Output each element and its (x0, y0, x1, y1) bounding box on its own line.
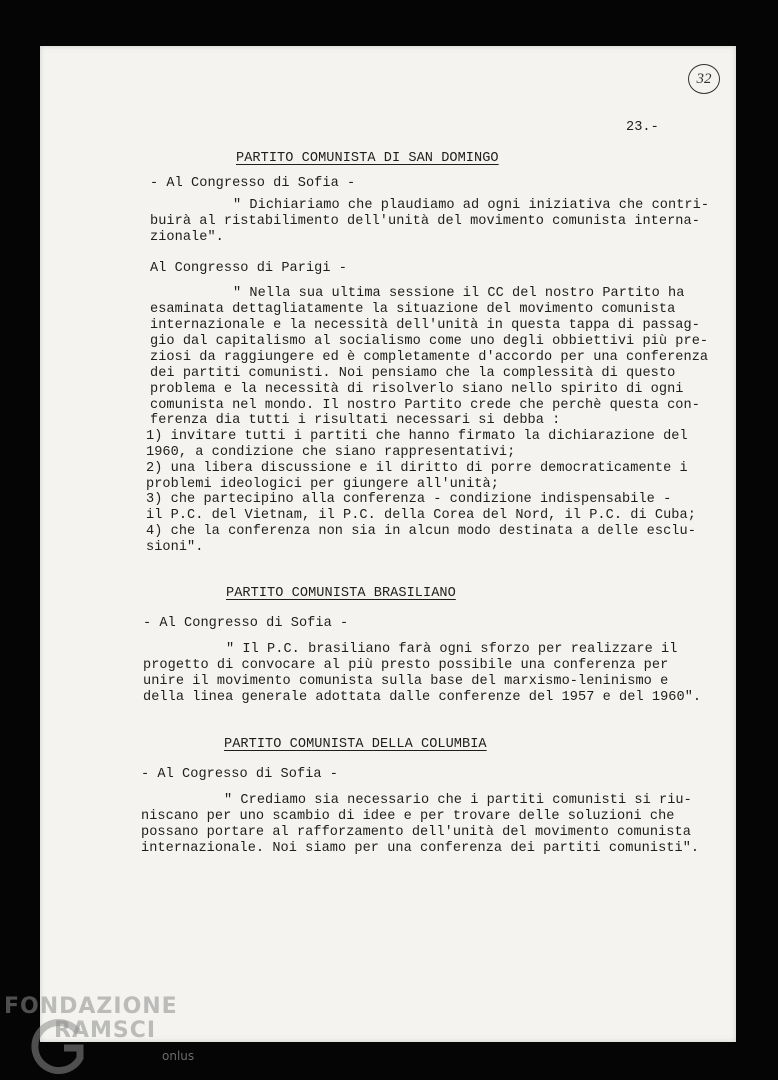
text-line: " Il P.C. brasiliano farà ogni sforzo per realizzare il (226, 642, 678, 657)
text-line: sioni". (146, 540, 204, 555)
text-line: progetto di convocare al più presto possibile una conferenza per (143, 658, 669, 673)
text-line: della linea generale adottata dalle conferenze del 1957 e del 1960". (143, 690, 702, 705)
text-line: " Crediamo sia necessario che i partiti comunisti si riu- (224, 793, 692, 808)
text-line: possano portare al rafforzamento dell'unità del movimento comunista (141, 825, 691, 840)
section-title: PARTITO COMUNISTA BRASILIANO (226, 586, 456, 601)
section-title: PARTITO COMUNISTA DI SAN DOMINGO (236, 151, 499, 166)
text-line: esaminata dettagliatamente la situazione del movimento comunista (150, 302, 676, 317)
text-line: internazionale e la necessità dell'unità in questa tappa di passag- (150, 318, 700, 333)
text-line: problemi ideologici per giungere all'unità; (146, 477, 499, 492)
congress-heading: - Al Congresso di Sofia - (150, 176, 356, 191)
section-title: PARTITO COMUNISTA DELLA COLUMBIA (224, 737, 487, 752)
congress-heading: Al Congresso di Parigi - (150, 261, 347, 276)
logo-line-3: onlus (162, 1049, 195, 1063)
page-number: 23.- (626, 120, 659, 135)
logo-line-2: RAMSCI (54, 1018, 157, 1043)
archive-number-stamp: 32 (688, 64, 720, 94)
text-line: " Nella sua ultima sessione il CC del nostro Partito ha (233, 286, 685, 301)
text-line: dei partiti comunisti. Noi pensiamo che la complessità di questo (150, 366, 676, 381)
text-line: comunista nel mondo. Il nostro Partito crede che perchè questa con- (150, 398, 700, 413)
document-page (40, 46, 736, 1042)
text-line: il P.C. del Vietnam, il P.C. della Corea del Nord, il P.C. di Cuba; (146, 508, 696, 523)
congress-heading: - Al Congresso di Sofia - (143, 616, 349, 631)
text-line: internazionale. Noi siamo per una conferenza dei partiti comunisti". (141, 841, 700, 856)
text-line: 1) invitare tutti i partiti che hanno firmato la dichiarazione del (146, 429, 688, 444)
congress-heading: - Al Cogresso di Sofia - (141, 767, 338, 782)
text-line: 1960, a condizione che siano rappresentativi; (146, 445, 516, 460)
text-line: 4) che la conferenza non sia in alcun modo destinata a delle esclu- (146, 524, 696, 539)
text-line: gio dal capitalismo al socialismo come uno degli obbiettivi più pre- (150, 334, 709, 349)
logo-line-1: FONDAZIONE (4, 994, 178, 1019)
text-line: problema e la necessità di risolverlo siano nello spirito di ogni (150, 382, 684, 397)
text-line: ferenza dia tutti i risultati necessari si debba : (150, 413, 561, 428)
text-line: zionale". (150, 230, 224, 245)
text-line: " Dichiariamo che plaudiamo ad ogni iniziativa che contri- (233, 198, 710, 213)
text-line: buirà al ristabilimento dell'unità del movimento comunista interna- (150, 214, 700, 229)
text-line: ziosi da raggiungere ed è completamente d'accordo per una conferenza (150, 350, 709, 365)
text-line: niscano per uno scambio di idee e per trovare delle soluzioni che (141, 809, 675, 824)
text-line: 2) una libera discussione e il diritto di porre democraticamente i (146, 461, 688, 476)
text-line: 3) che partecipino alla conferenza - condizione indispensabile - (146, 492, 672, 507)
text-line: unire il movimento comunista sulla base del marxismo-leninismo e (143, 674, 669, 689)
